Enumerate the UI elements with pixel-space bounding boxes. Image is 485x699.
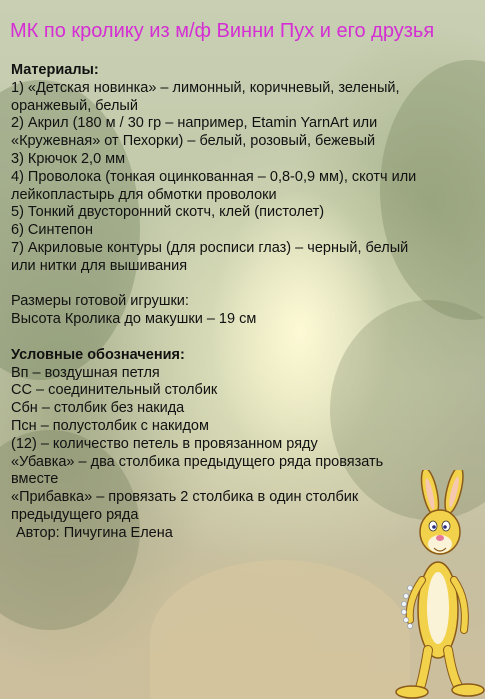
materials-line: 4) Проволока (тонкая оцинкованная – 0,8-0,9 мм), скотч или (11, 168, 417, 185)
legend-line: СС – соединительный столбик (11, 382, 218, 399)
materials-line: «Кружевная» от Пехорки) – белый, розовый, бежевый (11, 133, 376, 150)
size-value: Высота Кролика до макушки – 19 см (11, 311, 257, 328)
materials-line: 2) Акрил (180 м / 30 гр – например, Etamin YarnArt или (11, 115, 378, 132)
legend-line: предыдущего ряда (11, 506, 139, 523)
spacer (11, 329, 473, 347)
materials-line: 6) Синтепон (11, 222, 93, 239)
materials-line: 7) Акриловые контуры (для росписи глаз) – черный, белый (11, 239, 409, 256)
legend-line: «Убавка» – два столбика предыдущего ряда провязать (11, 453, 384, 470)
materials-line: лейкопластырь для обмотки проволоки (11, 186, 277, 203)
materials-line: или нитки для вышивания (11, 257, 188, 274)
materials-line: 1) «Детская новинка» – лимонный, коричневый, зеленый, (11, 79, 400, 96)
rabbit-illustration (380, 470, 485, 699)
page-title: МК по кролику из м/ф Винни Пух и его друзья (10, 20, 435, 42)
legend-heading: Условные обозначения: (11, 346, 185, 363)
legend-line: Вп – воздушная петля (11, 364, 160, 381)
materials-heading: Материалы: (11, 62, 99, 78)
spacer (11, 276, 473, 294)
legend-line: вместе (11, 471, 59, 488)
materials-line: 5) Тонкий двусторонний скотч, клей (пистолет) (11, 204, 325, 221)
size-heading: Размеры готовой игрушки: (11, 293, 189, 310)
materials-line: оранжевый, белый (11, 97, 138, 114)
legend-line: «Прибавка» – провязать 2 столбика в один столбик (11, 489, 359, 506)
materials-line: 3) Крючок 2,0 мм (11, 150, 126, 167)
legend-line: (12) – количество петель в провязанном ряду (11, 435, 318, 452)
background-path (150, 560, 410, 699)
author-credit: Автор: Пичугина Елена (16, 524, 173, 541)
legend-line: Псн – полустолбик с накидом (11, 417, 209, 434)
legend-line: Сбн – столбик без накида (11, 400, 185, 417)
